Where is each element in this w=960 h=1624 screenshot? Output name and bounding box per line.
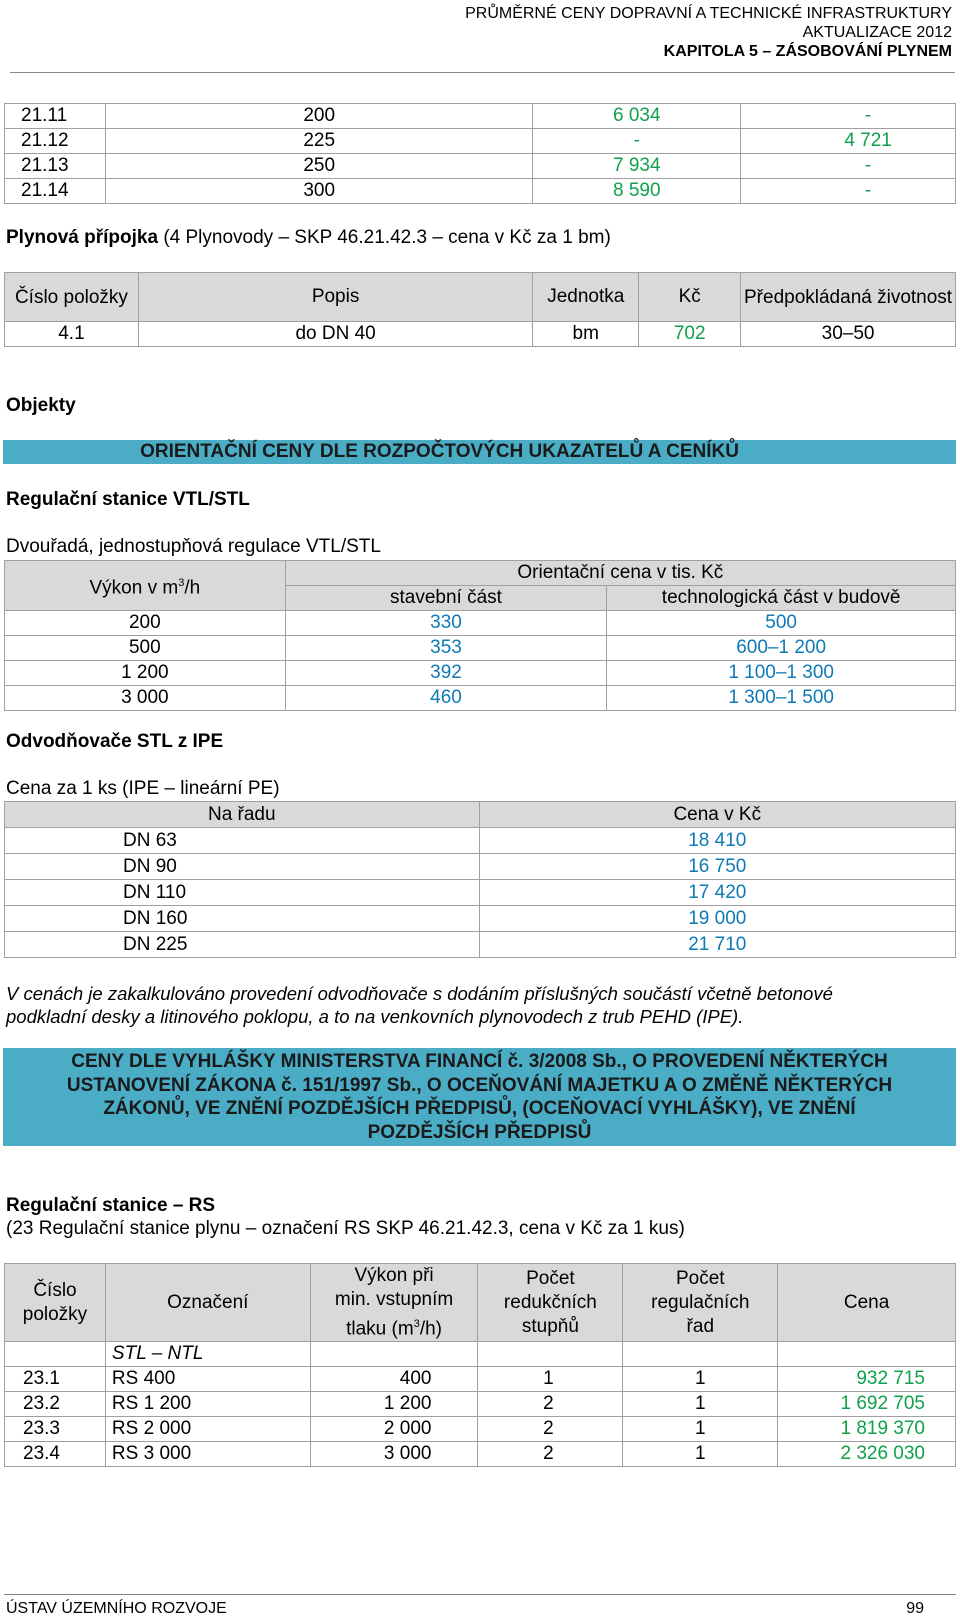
pripojka-title [6, 227, 611, 249]
stavebni-cena: 392 [285, 661, 607, 686]
header-na-radu: Na řadu [5, 802, 480, 828]
item-number: 23.2 [5, 1392, 106, 1417]
header-unit: Jednotka [533, 273, 639, 322]
price-a: - [533, 129, 741, 154]
cena: 1 819 370 [778, 1417, 956, 1442]
vykon: 1 200 [310, 1392, 478, 1417]
dimension: DN 90 [5, 854, 480, 880]
pocet-redukcnich: 2 [478, 1392, 623, 1417]
pocet-redukcnich: 1 [478, 1367, 623, 1392]
unit: bm [533, 322, 639, 347]
diameter: 300 [105, 179, 532, 204]
table-subheader-row [5, 1342, 956, 1367]
oznaceni: RS 3 000 [105, 1442, 310, 1467]
rs-table [4, 1263, 956, 1467]
lifetime: 30–50 [741, 322, 956, 347]
table-row [5, 854, 956, 880]
cena: 2 326 030 [778, 1442, 956, 1467]
odvodnovace-note-2: podkladní desky a litinového poklopu, a to na venkovních plynovodech z trub PEHD (IPE). [6, 1006, 744, 1027]
table-row [5, 686, 956, 711]
pocet-radu: 1 [623, 1392, 778, 1417]
header-oznaceni: Označení [105, 1264, 310, 1342]
odvodnovace-title: Odvodňovače STL z IPE [6, 731, 224, 752]
section-band-vyhlaska [3, 1048, 956, 1146]
vykon: 500 [5, 636, 286, 661]
header-vykon-3 [311, 1312, 478, 1341]
rs-subtitle: (23 Regulační stanice plynu – označení RS SKP 46.21.42.3, cena v Kč za 1 kus) [6, 1218, 685, 1239]
price: 16 750 [479, 854, 955, 880]
odvodnovace-note-1: V cenách je zakalkulováno provedení odvodňovače s dodáním příslušných součástí včetně betonové [6, 983, 833, 1004]
band-title: ORIENTAČNÍ CENY DLE ROZPOČTOVÝCH UKAZATELŮ A CENÍKŮ [140, 441, 739, 462]
table-row [5, 129, 956, 154]
oznaceni: RS 2 000 [105, 1417, 310, 1442]
stavebni-cena: 460 [285, 686, 607, 711]
header-lifetime: Předpokládaná životnost [741, 273, 956, 322]
header-pocet-rad-3: řad [686, 1315, 715, 1337]
item-number: 21.12 [5, 129, 106, 154]
technologicka-cena: 1 100–1 300 [607, 661, 956, 686]
header-pocet-red-1: Počet [526, 1267, 575, 1289]
table-row [5, 179, 956, 204]
odvodnovace-subtitle: Cena za 1 ks (IPE – lineární PE) [6, 778, 280, 799]
table-row [5, 906, 956, 932]
item-number: 4.1 [5, 322, 139, 347]
price: 19 000 [479, 906, 955, 932]
header-line-2: AKTUALIZACE 2012 [802, 24, 952, 41]
table-row [5, 1392, 956, 1417]
section-band-orientacni [3, 440, 956, 464]
empty-cell [310, 1342, 478, 1367]
description: do DN 40 [138, 322, 532, 347]
band-line-1: CENY DLE VYHLÁŠKY MINISTERSTVA FINANCÍ č. 3/2008 Sb., O PROVEDENÍ NĚKTERÝCH [71, 1051, 888, 1072]
item-number: 23.4 [5, 1442, 106, 1467]
item-number: 23.1 [5, 1367, 106, 1392]
header-vykon-unit: /h [184, 577, 201, 599]
empty-cell [5, 1342, 106, 1367]
header-line-3: KAPITOLA 5 – ZÁSOBOVÁNÍ PLYNEM [663, 43, 952, 60]
price: 18 410 [479, 828, 955, 854]
empty-cell [478, 1342, 623, 1367]
regulacni-table [4, 560, 956, 711]
pocet-radu: 1 [623, 1442, 778, 1467]
header-vykon [310, 1264, 478, 1342]
price: 702 [639, 322, 741, 347]
odvodnovace-table [4, 801, 956, 958]
pocet-radu: 1 [623, 1367, 778, 1392]
footer-institution: ÚSTAV ÚZEMNÍHO ROZVOJE [6, 1600, 227, 1617]
table-row [5, 1367, 956, 1392]
header-orientacni-cena: Orientační cena v tis. Kč [285, 561, 955, 586]
vykon: 3 000 [5, 686, 286, 711]
header-vykon-3b: /h) [419, 1318, 442, 1340]
vykon: 200 [5, 611, 286, 636]
price: 17 420 [479, 880, 955, 906]
price-a: 6 034 [533, 104, 741, 129]
table-row [5, 932, 956, 958]
header-item-number-1: Číslo [33, 1279, 77, 1301]
footer-rule [4, 1594, 956, 1595]
header-technologicka: technologická část v budově [607, 586, 956, 611]
header-rule [10, 72, 955, 73]
pocet-radu: 1 [623, 1417, 778, 1442]
pripojka-title-rest: (4 Plynovody – SKP 46.21.42.3 – cena v Kč za 1 bm) [158, 227, 611, 248]
header-line-1: PRŮMĚRNÉ CENY DOPRAVNÍ A TECHNICKÉ INFRASTRUKTURY [465, 5, 952, 22]
cena: 1 692 705 [778, 1392, 956, 1417]
diameter: 200 [105, 104, 532, 129]
band-text [3, 1048, 956, 1144]
header-pocet-red-3: stupňů [521, 1315, 579, 1337]
header-price: Kč [639, 273, 741, 322]
header-description: Popis [138, 273, 532, 322]
rs-title: Regulační stanice – RS [6, 1195, 216, 1216]
stavebni-cena: 353 [285, 636, 607, 661]
item-number: 23.3 [5, 1417, 106, 1442]
table-header-row [5, 1264, 956, 1342]
header-pocet-red-2: redukčních [503, 1291, 597, 1313]
cena: 932 715 [778, 1367, 956, 1392]
price-a: 7 934 [533, 154, 741, 179]
diameter: 225 [105, 129, 532, 154]
header-item-number [5, 1264, 106, 1342]
header-stavebni: stavební část [285, 586, 607, 611]
price-b: - [741, 104, 956, 129]
header-pocet-redukcnich [478, 1264, 623, 1342]
oznaceni: RS 400 [105, 1367, 310, 1392]
price-a: 8 590 [533, 179, 741, 204]
header-vykon [5, 561, 286, 611]
header-vykon-2: min. vstupním [334, 1289, 454, 1310]
header-item-number-2: položky [22, 1303, 88, 1325]
technologicka-cena: 500 [607, 611, 956, 636]
pocet-redukcnich: 2 [478, 1442, 623, 1467]
top-table [4, 103, 956, 204]
price-b: 4 721 [741, 129, 956, 154]
table-header-row [5, 561, 956, 586]
item-number: 21.13 [5, 154, 106, 179]
table-row [5, 322, 956, 347]
objekty-heading: Objekty [6, 395, 76, 416]
empty-cell [623, 1342, 778, 1367]
header-pocet-radu [623, 1264, 778, 1342]
header-vykon-text: Výkon v m [89, 577, 179, 599]
table-row [5, 880, 956, 906]
price-b: - [741, 179, 956, 204]
empty-cell [778, 1342, 956, 1367]
header-vykon-1: Výkon při [354, 1265, 434, 1286]
header-cena: Cena v Kč [479, 802, 955, 828]
vykon: 2 000 [310, 1417, 478, 1442]
table-row [5, 104, 956, 129]
dimension: DN 110 [5, 880, 480, 906]
header-pocet-rad-1: Počet [675, 1267, 725, 1289]
price: 21 710 [479, 932, 955, 958]
table-row [5, 661, 956, 686]
header-vykon-sup: 3 [178, 576, 185, 589]
subhead-stl-ntl: STL – NTL [105, 1342, 310, 1367]
table-row [5, 1442, 956, 1467]
item-number: 21.11 [5, 104, 106, 129]
table-header-row [5, 802, 956, 828]
header-item-number: Číslo položky [5, 273, 139, 322]
price-b: - [741, 154, 956, 179]
vykon: 400 [310, 1367, 478, 1392]
header-cena: Cena [778, 1264, 956, 1342]
band-line-3: ZÁKONŮ, VE ZNĚNÍ POZDĚJŠÍCH PŘEDPISŮ, (OCEŇOVACÍ VYHLÁŠKY), VE ZNĚNÍ [103, 1098, 856, 1119]
regulacni-subtitle: Dvouřadá, jednostupňová regulace VTL/STL [6, 536, 381, 557]
technologicka-cena: 600–1 200 [607, 636, 956, 661]
page-number: 99 [906, 1600, 924, 1617]
table-row [5, 611, 956, 636]
header-vykon-sup: 3 [413, 1318, 420, 1330]
pripojka-title-bold: Plynová přípojka [6, 227, 159, 248]
dimension: DN 160 [5, 906, 480, 932]
table-row [5, 154, 956, 179]
dimension: DN 63 [5, 828, 480, 854]
dimension: DN 225 [5, 932, 480, 958]
diameter: 250 [105, 154, 532, 179]
pripojka-table [4, 272, 956, 347]
table-row [5, 1417, 956, 1442]
vykon: 3 000 [310, 1442, 478, 1467]
pocet-redukcnich: 2 [478, 1417, 623, 1442]
technologicka-cena: 1 300–1 500 [607, 686, 956, 711]
vykon: 1 200 [5, 661, 286, 686]
table-row [5, 636, 956, 661]
oznaceni: RS 1 200 [105, 1392, 310, 1417]
table-header-row [5, 273, 956, 322]
band-line-4: POZDĚJŠÍCH PŘEDPISŮ [367, 1121, 592, 1143]
item-number: 21.14 [5, 179, 106, 204]
regulacni-title: Regulační stanice VTL/STL [6, 489, 250, 510]
stavebni-cena: 330 [285, 611, 607, 636]
header-vykon-3a: tlaku (m [346, 1318, 414, 1340]
band-line-2: USTANOVENÍ ZÁKONA č. 151/1997 Sb., O OCEŇOVÁNÍ MAJETKU A O ZMĚNĚ NĚKTERÝCH [66, 1074, 893, 1096]
table-row [5, 828, 956, 854]
header-pocet-rad-2: regulačních [651, 1291, 750, 1313]
